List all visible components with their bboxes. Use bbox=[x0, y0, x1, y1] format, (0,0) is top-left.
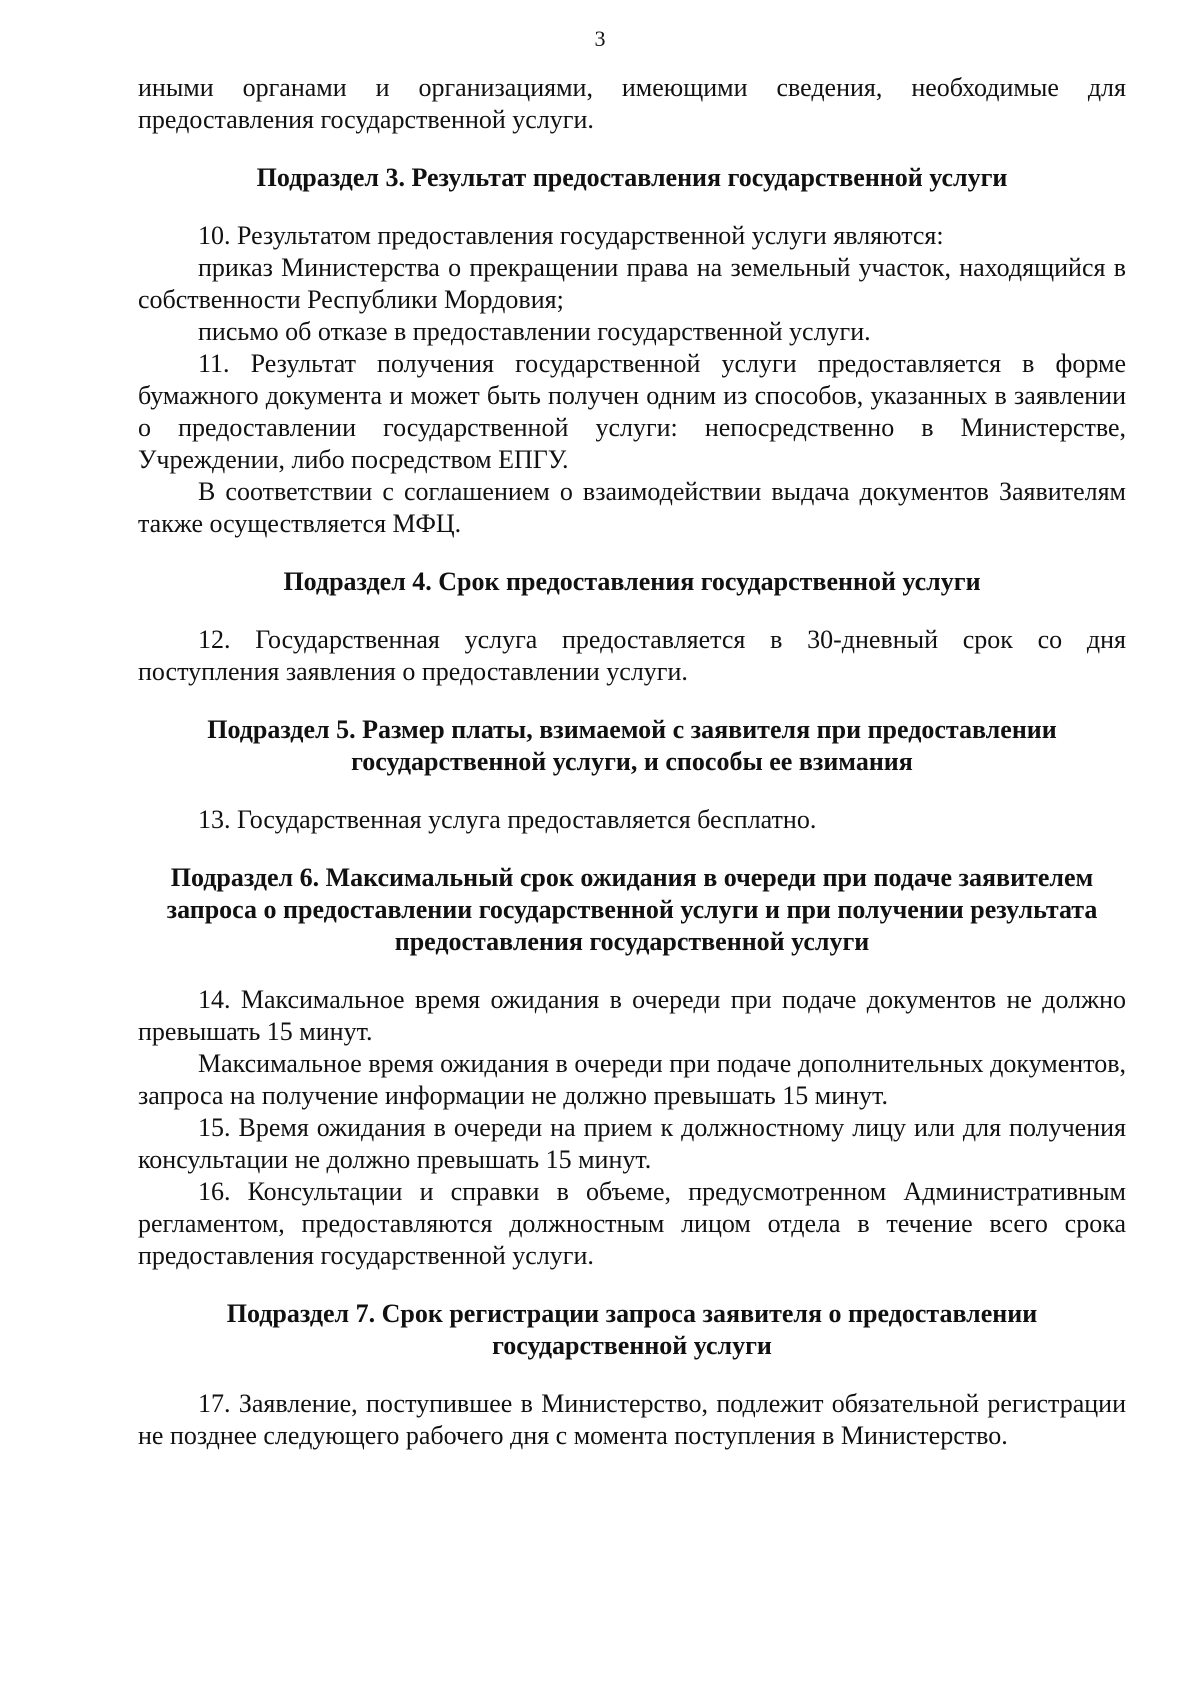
section-heading-3: Подраздел 3. Результат предоставления государственной услуги bbox=[256, 163, 1008, 192]
paragraph-continuation: иными органами и организациями, имеющими сведения, необходимые для предоставления государственной услуги. bbox=[138, 73, 1126, 134]
paragraph-13: 13. Государственная услуга предоставляется бесплатно. bbox=[198, 805, 817, 834]
document-body bbox=[138, 72, 1126, 1452]
section-heading-6: Подраздел 6. Максимальный срок ожидания в очереди при подаче заявителем запроса о предоставлении государственной услуги и при получении результата предоставления государственной услуги bbox=[166, 863, 1098, 956]
paragraph-16: 16. Консультации и справки в объеме, предусмотренном Административным регламентом, предоставляются должностным лицом отдела в течение всего срока предоставления государственной услуги. bbox=[138, 1177, 1126, 1270]
paragraph-10: 10. Результатом предоставления государственной услуги являются: bbox=[198, 221, 944, 250]
paragraph-10-item-refusal: письмо об отказе в предоставлении государственной услуги. bbox=[198, 317, 871, 346]
paragraph-10-item-order: приказ Министерства о прекращении права на земельный участок, находящийся в собственности Республики Мордовия; bbox=[138, 253, 1126, 314]
paragraph-14: 14. Максимальное время ожидания в очереди при подаче документов не должно превышать 15 минут. bbox=[138, 985, 1126, 1046]
section-heading-4: Подраздел 4. Срок предоставления государственной услуги bbox=[283, 567, 981, 596]
section-heading-7: Подраздел 7. Срок регистрации запроса заявителя о предоставлении государственной услуги bbox=[226, 1299, 1038, 1360]
paragraph-17: 17. Заявление, поступившее в Министерство, подлежит обязательной регистрации не позднее следующего рабочего дня с момента поступления в Министерство. bbox=[138, 1389, 1126, 1450]
paragraph-14-additional: Максимальное время ожидания в очереди при подаче дополнительных документов, запроса на получение информации не должно превышать 15 минут. bbox=[138, 1049, 1126, 1110]
page-number: 3 bbox=[594, 26, 606, 51]
paragraph-15: 15. Время ожидания в очереди на прием к должностному лицу или для получения консультации не должно превышать 15 минут. bbox=[138, 1113, 1126, 1174]
paragraph-11-mfc: В соответствии с соглашением о взаимодействии выдача документов Заявителям также осуществляется МФЦ. bbox=[138, 477, 1126, 538]
section-heading-5: Подраздел 5. Размер платы, взимаемой с заявителя при предоставлении государственной услуги, и способы ее взимания bbox=[207, 715, 1057, 776]
paragraph-12: 12. Государственная услуга предоставляется в 30-дневный срок со дня поступления заявления о предоставлении услуги. bbox=[138, 625, 1126, 686]
paragraph-11: 11. Результат получения государственной услуги предоставляется в форме бумажного документа и может быть получен одним из способов, указанных в заявлении о предоставлении государственной услуги: непосредственно в Министерстве, Учреждении, либо посредством ЕПГУ. bbox=[138, 349, 1126, 474]
